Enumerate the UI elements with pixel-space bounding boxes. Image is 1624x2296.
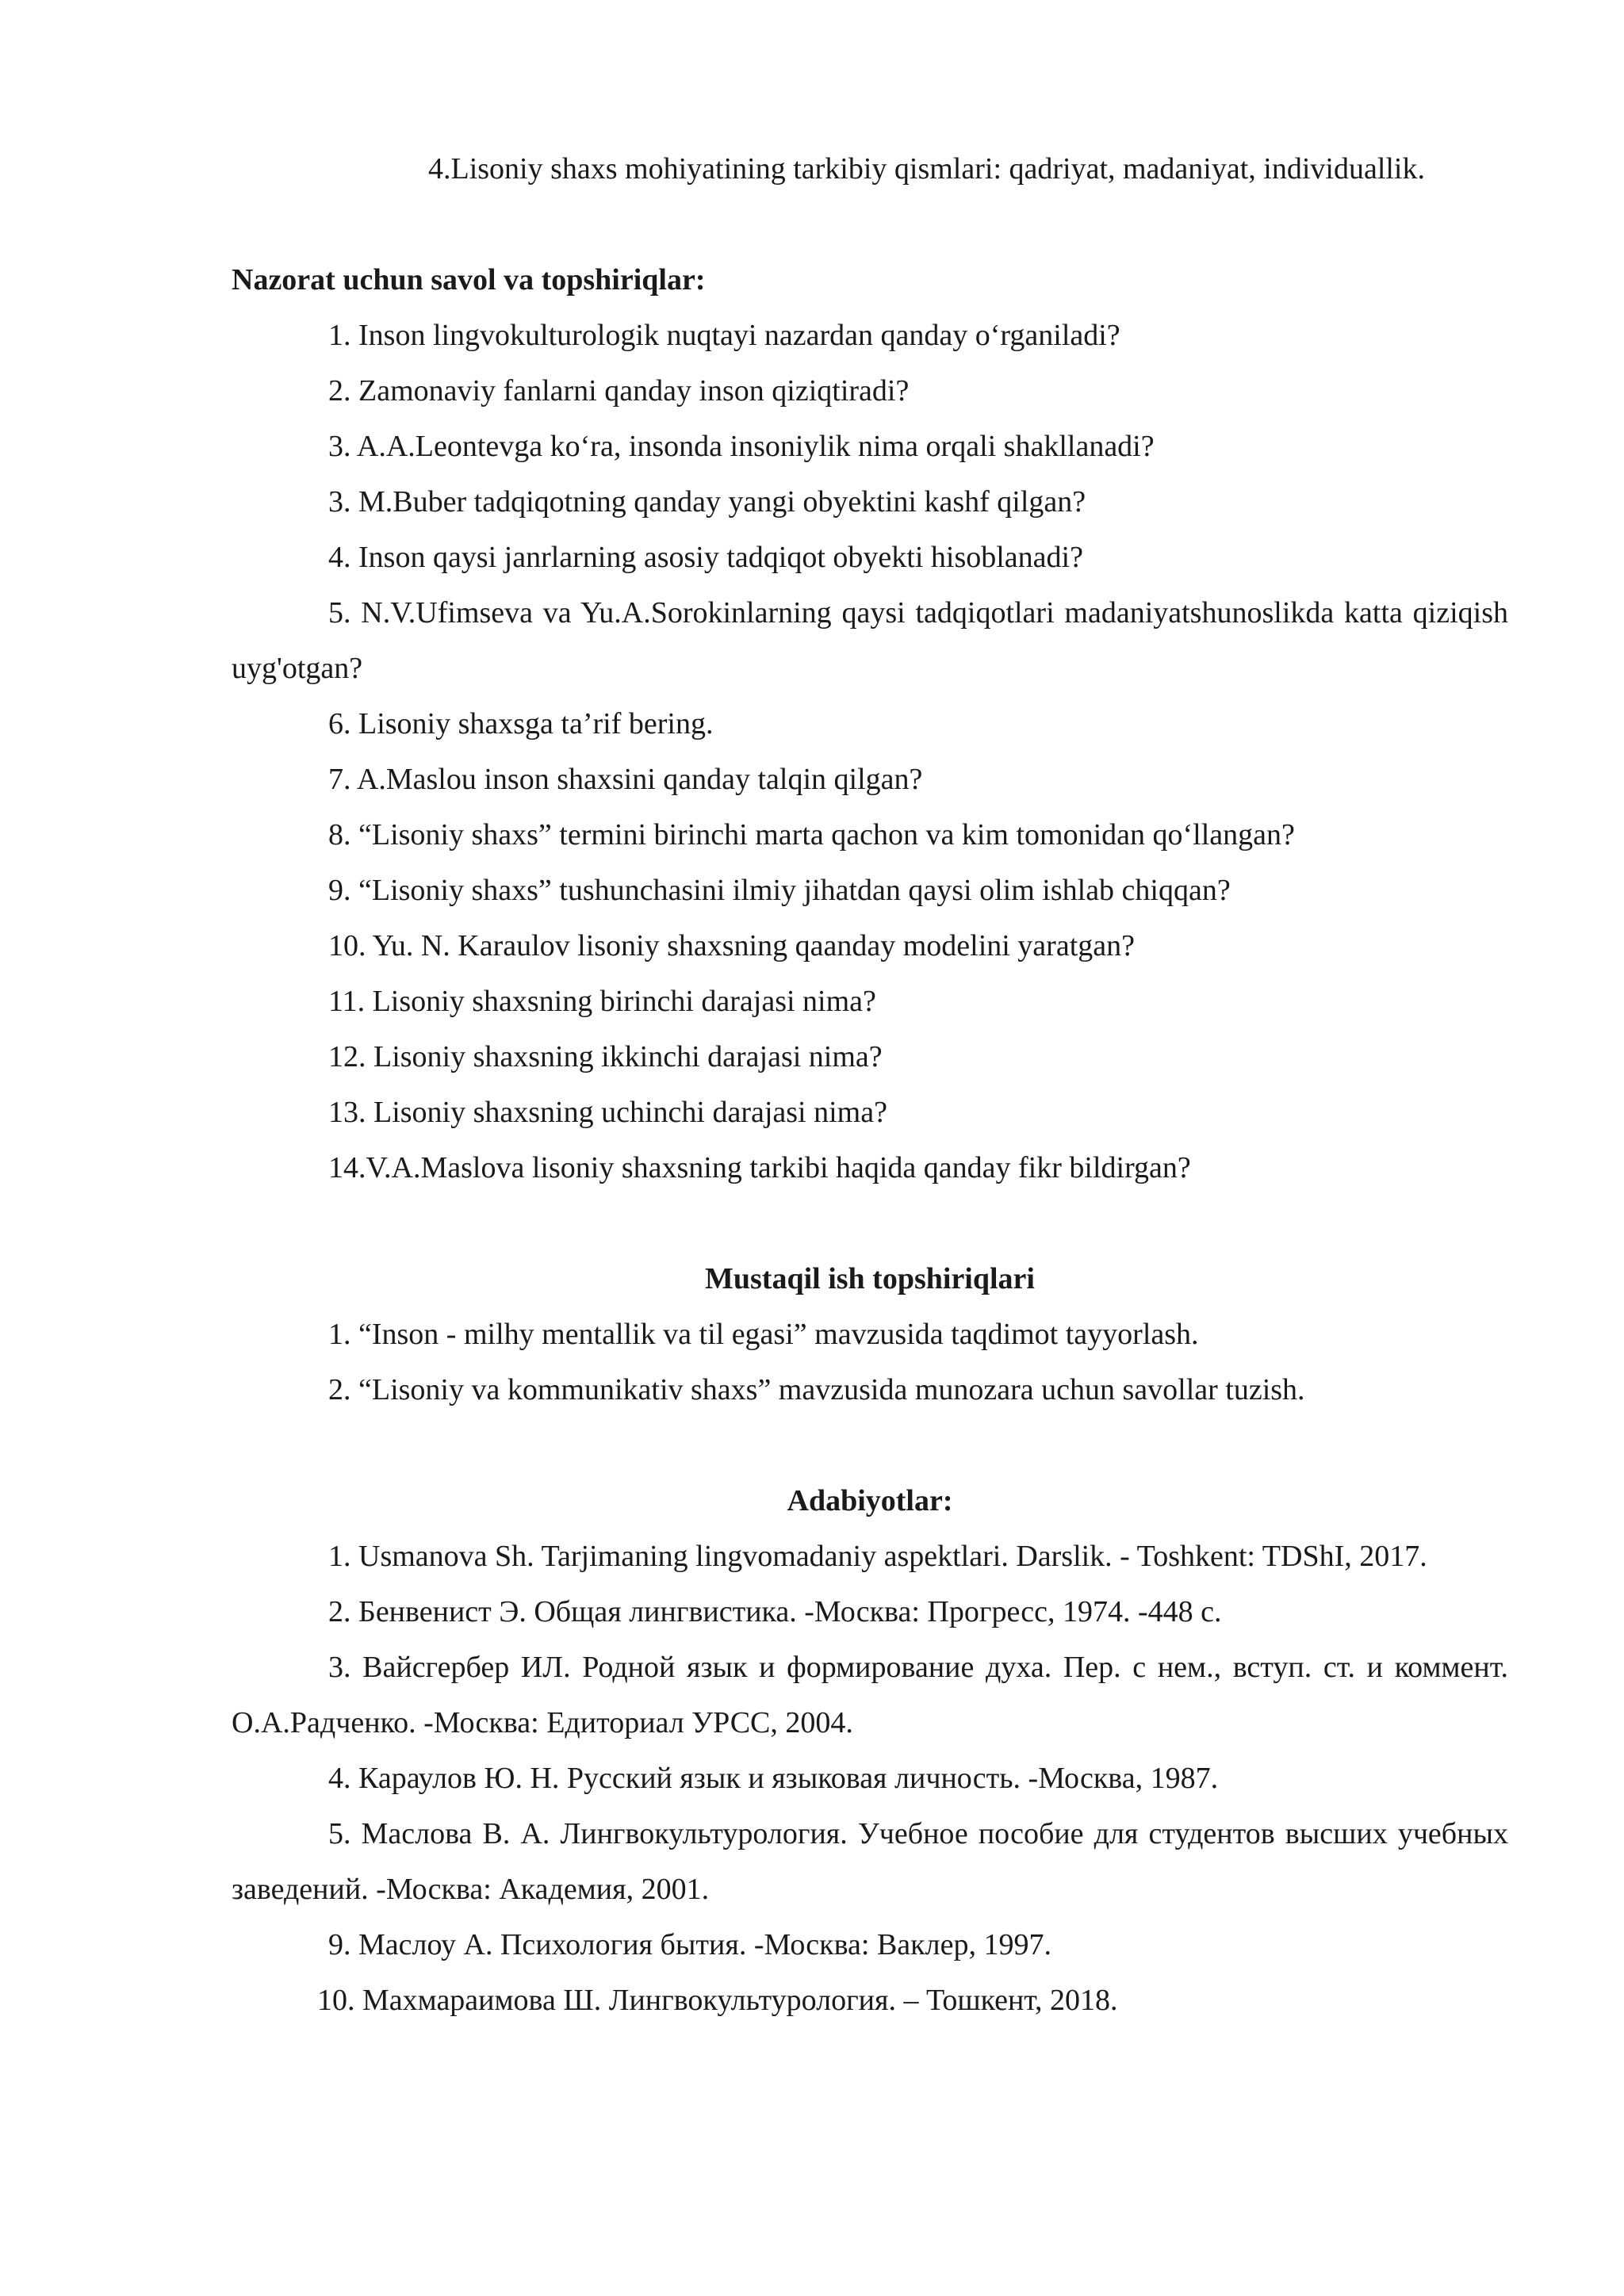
literature-item: 1. Usmanova Sh. Tarjimaning lingvomadaniy aspektlari. Darslik. - Toshkent: TDShI, 2017. — [328, 1540, 1427, 1573]
question-item: 3. A.A.Leontevga ko‘ra, insonda insoniylik nima orqali shakllanadi? — [328, 430, 1155, 463]
question-item: 3. M.Buber tadqiqotning qanday yangi obyektini kashf qilgan? — [328, 485, 1086, 519]
question-item: 13. Lisoniy shaxsning uchinchi darajasi nima? — [328, 1096, 887, 1129]
question-item: 2. Zamonaviy fanlarni qanday inson qiziqtiradi? — [328, 374, 910, 408]
spacer — [232, 1418, 1508, 1473]
question-item: 7. A.Maslou inson shaxsini qanday talqin qilgan? — [328, 763, 923, 796]
question-item: 12. Lisoniy shaxsning ikkinchi darajasi nima? — [328, 1040, 883, 1073]
question-item: 14.V.A.Maslova lisoniy shaxsning tarkibi haqida qanday fikr bildirgan? — [328, 1151, 1191, 1184]
top-list-item: 4.Lisoniy shaxs mohiyatining tarkibiy qismlari: qadriyat, madaniyat, individuallik. — [428, 152, 1425, 186]
literature-heading: Adabiyotlar: — [787, 1484, 953, 1517]
literature-item: 4. Караулов Ю. Н. Русский язык и языковая личность. -Москва, 1987. — [328, 1762, 1219, 1795]
spacer — [232, 1196, 1508, 1251]
independent-work-heading: Mustaqil ish topshiriqlari — [705, 1262, 1035, 1295]
question-item: 11. Lisoniy shaxsning birinchi darajasi nima? — [328, 985, 876, 1018]
literature-item: 9. Маслоу А. Психология бытия. -Москва: Ваклер, 1997. — [328, 1928, 1051, 1961]
spacer — [232, 197, 1508, 252]
document-body — [232, 141, 1508, 2028]
question-item: 10. Yu. N. Karaulov lisoniy shaxsning qaanday modelini yaratgan? — [328, 929, 1135, 962]
literature-item: 10. Махмараимова Ш. Лингвокультурология. – Тошкент, 2018. — [317, 1984, 1118, 2017]
task-item: 1. “Inson - milhy mentallik va til egasi” mavzusida taqdimot tayyorlash. — [328, 1318, 1199, 1351]
literature-item: 5. Маслова В. А. Лингвокультурология. Учебное пособие для студентов высших учебных заведений. -Москва: Академия, 2001. — [232, 1817, 1508, 1906]
question-item: 5. N.V.Ufimseva va Yu.A.Sorokinlarning qaysi tadqiqotlari madaniyatshunoslikda katta qiziqish uyg'otgan? — [232, 596, 1508, 685]
question-item: 1. Inson lingvokulturologik nuqtayi nazardan qanday o‘rganiladi? — [328, 319, 1120, 352]
literature-item: 3. Вайсгербер ИЛ. Родной язык и формирование духа. Пер. с нем., вступ. ст. и коммент. О.А.Радченко. -Москва: Едиториал УРСС, 2004. — [232, 1651, 1508, 1739]
control-questions-heading: Nazorat uchun savol va topshiriqlar: — [232, 263, 706, 297]
literature-item: 2. Бенвенист Э. Общая лингвистика. -Москва: Прогресс, 1974. -448 с. — [328, 1595, 1222, 1628]
question-item: 4. Inson qaysi janrlarning asosiy tadqiqot obyekti hisoblanadi? — [328, 541, 1083, 574]
question-item: 9. “Lisoniy shaxs” tushunchasini ilmiy jihatdan qaysi olim ishlab chiqqan? — [328, 874, 1231, 907]
question-item: 6. Lisoniy shaxsga ta’rif bering. — [328, 707, 714, 740]
task-item: 2. “Lisoniy va kommunikativ shaxs” mavzusida munozara uchun savollar tuzish. — [328, 1373, 1305, 1406]
question-item: 8. “Lisoniy shaxs” termini birinchi marta qachon va kim tomonidan qo‘llangan? — [328, 818, 1295, 851]
